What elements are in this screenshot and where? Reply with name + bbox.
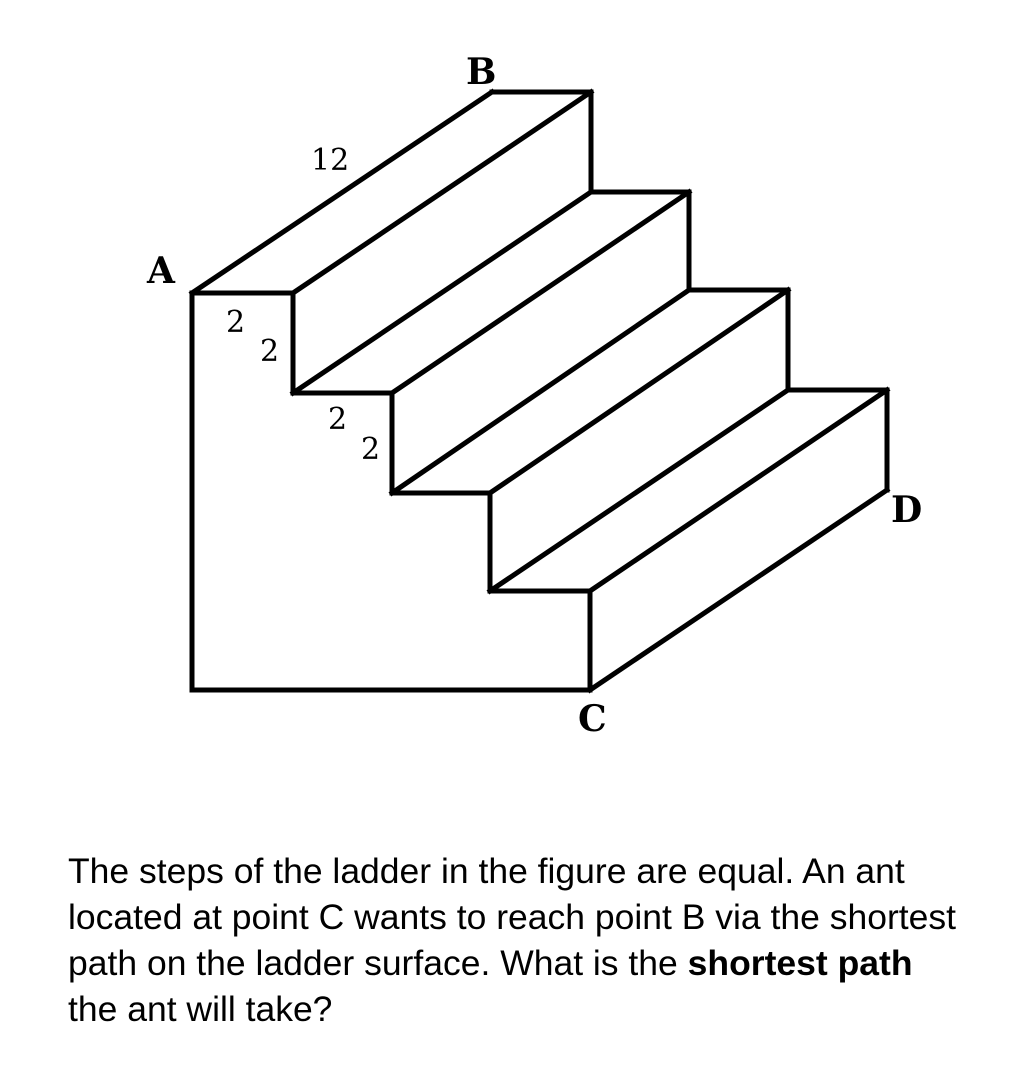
dim-label-step-height-2: 2 (328, 402, 348, 437)
depth-edge-step1-bottom (293, 192, 591, 393)
staircase-edges (192, 92, 887, 690)
point-label-a: A (147, 250, 175, 292)
dim-label-step-depth-2: 2 (361, 432, 381, 467)
depth-edge-step2-bottom (392, 290, 689, 493)
question-emphasis: shortest path (687, 943, 913, 983)
depth-edge-step2-top (392, 192, 689, 393)
dim-label-step-height-1: 2 (226, 305, 246, 340)
question-part-1: The steps of the ladder in the figure are equal. An ant located at point C wants to reach point B via the shortest path on the ladder surface. What is the (68, 851, 957, 983)
dim-label-top-length: 12 (311, 143, 350, 178)
point-label-d: D (891, 489, 923, 531)
point-label-c: C (578, 698, 607, 740)
point-label-b: B (466, 51, 497, 93)
question-text (68, 848, 968, 1032)
dim-label-step-depth-1: 2 (260, 334, 280, 369)
depth-edge-step3-top (490, 290, 788, 493)
question-part-2: the ant will take? (68, 989, 333, 1029)
depth-edge-c (590, 490, 887, 690)
